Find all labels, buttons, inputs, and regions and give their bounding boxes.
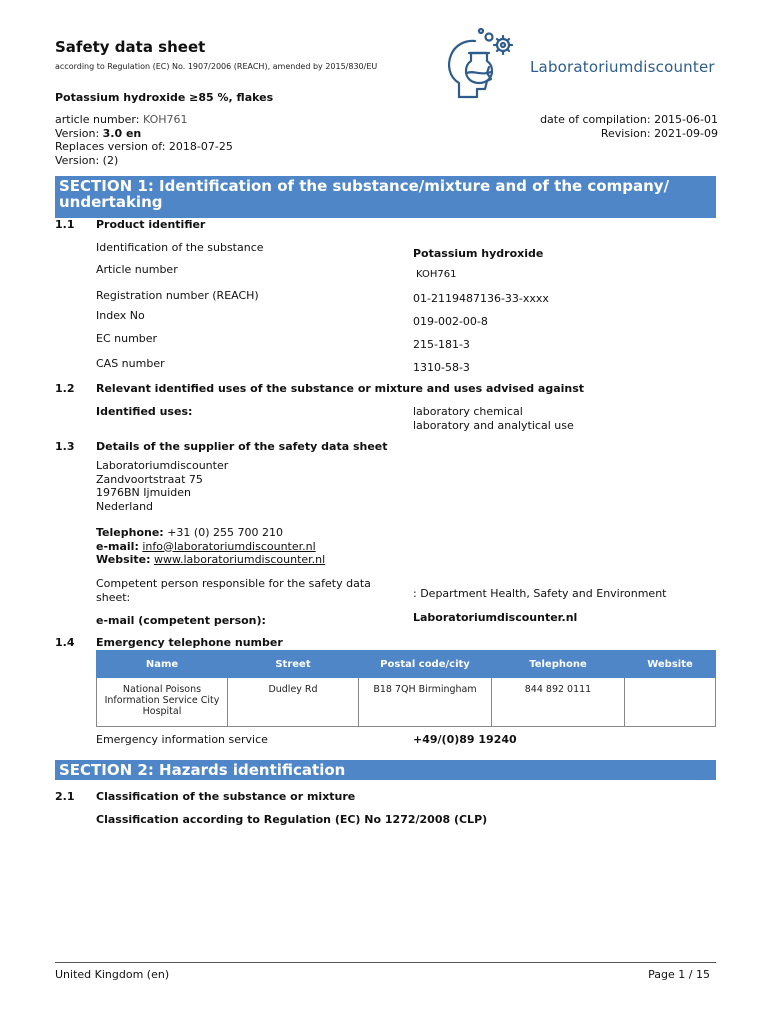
section-1-4-number: 1.4 <box>55 636 75 649</box>
product-name: Potassium hydroxide ≥85 %, flakes <box>55 91 274 104</box>
emergency-service-label: Emergency information service <box>96 733 268 746</box>
cell-telephone: 844 892 0111 <box>492 678 625 727</box>
clp-classification-heading: Classification according to Regulation (EC) No 1272/2008 (CLP) <box>96 813 488 826</box>
emergency-contacts-table <box>96 650 716 727</box>
section-2-1-number: 2.1 <box>55 790 75 803</box>
product-meta-left <box>55 113 233 167</box>
telephone-label: Telephone: <box>96 526 164 539</box>
identified-use-item: laboratory and analytical use <box>413 418 574 432</box>
article-number-line <box>55 113 233 127</box>
identified-use-item: laboratory chemical <box>413 405 523 418</box>
company-logo-text: Laboratoriumdiscounter <box>530 58 715 76</box>
email-line <box>96 540 325 554</box>
table-row <box>97 678 716 727</box>
section-2-1-heading: Classification of the substance or mixture <box>96 790 356 803</box>
article-number-value: KOH761 <box>142 113 188 126</box>
footer-country: United Kingdom (en) <box>55 968 170 981</box>
cell-street: Dudley Rd <box>228 678 359 727</box>
emergency-service-value: +49/(0)89 19240 <box>413 733 517 746</box>
cas-number-value: 1310-58-3 <box>413 361 470 374</box>
column-header-postal: Postal code/city <box>359 651 492 678</box>
product-meta-right <box>540 113 718 140</box>
version-line <box>55 127 233 141</box>
section-1-2-heading: Relevant identified uses of the substance or mixture and uses advised against <box>96 382 585 395</box>
address-line: Zandvoortstraat 75 <box>96 472 203 486</box>
registration-value: 01-2119487136-33-xxxx <box>413 292 549 305</box>
competent-person-label: Competent person responsible for the safety data sheet: <box>96 577 371 604</box>
version-value: 3.0 en <box>102 126 142 140</box>
ec-number-value: 215-181-3 <box>413 338 470 351</box>
address-line: Nederland <box>96 499 154 513</box>
website-line <box>96 553 325 567</box>
cell-website <box>625 678 716 727</box>
address-line: 1976BN Ijmuiden <box>96 486 192 499</box>
email-competent-label: e-mail (competent person): <box>96 614 266 627</box>
regulation-subtitle: according to Regulation (EC) No. 1907/2006 (REACH), amended by 2015/830/EU <box>55 62 378 71</box>
telephone-value: +31 (0) 255 700 210 <box>167 526 283 539</box>
email-competent-value: Laboratoriumdiscounter.nl <box>413 611 578 624</box>
head-flask-gear-icon <box>437 25 517 105</box>
footer-divider <box>55 962 716 963</box>
cell-name: National Poisons Information Service City Hospital <box>97 678 228 727</box>
section-1-2-number: 1.2 <box>55 382 75 395</box>
identified-uses-label: Identified uses: <box>96 405 193 418</box>
article-number-row-value: KOH761 <box>416 269 457 280</box>
section-1-3-number: 1.3 <box>55 440 75 453</box>
index-no-label: Index No <box>96 309 145 322</box>
cas-number-label: CAS number <box>96 357 165 370</box>
column-header-website: Website <box>625 651 716 678</box>
section-1-1-heading: Product identifier <box>96 218 206 231</box>
document-title: Safety data sheet <box>55 38 206 56</box>
competent-person-value: : Department Health, Safety and Environment <box>413 587 667 600</box>
telephone-line <box>96 526 325 540</box>
supplier-address <box>96 459 228 513</box>
registration-label: Registration number (REACH) <box>96 289 259 302</box>
website-link[interactable]: www.laboratoriumdiscounter.nl <box>154 553 326 566</box>
identified-uses-list <box>413 405 574 432</box>
page-number: Page 1 / 15 <box>648 968 710 981</box>
section-1-3-heading: Details of the supplier of the safety data sheet <box>96 440 388 453</box>
identification-label: Identification of the substance <box>96 241 264 254</box>
revision-label: Revision: <box>600 126 651 140</box>
article-number-row-label: Article number <box>96 263 178 276</box>
address-line: Laboratoriumdiscounter <box>96 459 229 472</box>
index-no-value: 019-002-00-8 <box>413 315 488 328</box>
compilation-date: date of compilation: 2015-06-01 <box>540 113 718 126</box>
column-header-name: Name <box>97 651 228 678</box>
supplier-contacts <box>96 526 325 567</box>
replaces-line: Replaces version of: 2018-07-25 <box>55 140 233 153</box>
article-number-label: article number: <box>55 113 140 126</box>
section-1-header: SECTION 1: Identification of the substance/mixture and of the company/ undertaking <box>55 176 716 218</box>
email-link[interactable]: info@laboratoriumdiscounter.nl <box>142 539 316 553</box>
version-label: Version: <box>55 126 100 140</box>
ec-number-label: EC number <box>96 332 158 345</box>
section-1-4-heading: Emergency telephone number <box>96 636 283 649</box>
section-1-1-number: 1.1 <box>55 218 75 231</box>
section-2-header: SECTION 2: Hazards identification <box>55 760 716 780</box>
revision-value: 2021-09-09 <box>654 126 718 140</box>
identification-value: Potassium hydroxide <box>413 247 544 260</box>
email-label: e-mail: <box>96 539 139 553</box>
cell-postal: B18 7QH Birmingham <box>359 678 492 727</box>
revision-line <box>540 127 718 141</box>
column-header-street: Street <box>228 651 359 678</box>
table-header-row <box>97 651 716 678</box>
website-label: Website: <box>96 553 151 566</box>
replaces-version-line: Version: (2) <box>55 153 119 167</box>
column-header-telephone: Telephone <box>492 651 625 678</box>
